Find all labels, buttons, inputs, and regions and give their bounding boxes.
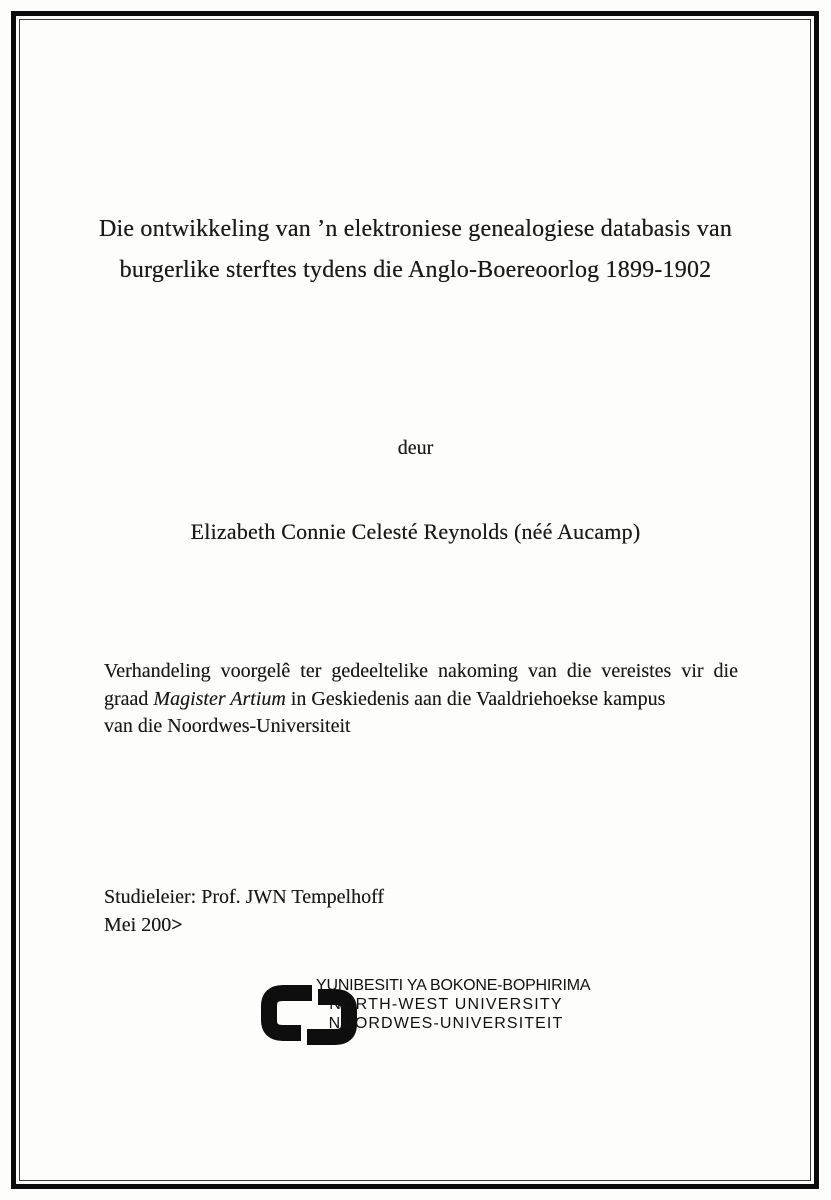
declaration-line2-pre: graad [104,687,154,710]
university-logo-text [316,976,591,1033]
declaration-line3: van die Noordwes-Universiteit [104,715,351,737]
date-text: Mei 200 [104,914,172,936]
date-last-digit-glyph: > [171,914,182,936]
declaration-line2 [104,686,738,714]
logo-text-afrikaans: NOORDWES-UNIVERSITEIT [328,1015,564,1032]
author-name: Elizabeth Connie Celesté Reynolds (néé Aucamp) [190,519,641,544]
supervisor-and-date [104,883,384,939]
degree-declaration [104,658,738,741]
thesis-title-line1: Die ontwikkeling van ’n elektroniese genealogiese databasis van [98,216,733,242]
logo-text-setswana: YUNIBESITI YA BOKONE-BOPHIRIMA [316,977,591,994]
supervisor-line: Studieleier: Prof. JWN Tempelhoff [104,886,385,908]
university-logo [256,975,591,1055]
byline-deur: deur [397,437,434,459]
degree-name-italic: Magister Artium [153,687,286,710]
date-line [104,911,384,939]
declaration-line2-post: in Geskiedenis aan die Vaaldriehoekse kampus [285,687,666,710]
thesis-title [48,209,783,291]
logo-text-english: NORTH-WEST UNIVERSITY [329,996,563,1013]
declaration-line1: Verhandeling voorgelê ter gedeeltelike nakoming van die vereistes vir die [104,660,738,682]
thesis-title-line2: burgerlike sterftes tydens die Anglo-Boereoorlog 1899-1902 [119,257,712,283]
